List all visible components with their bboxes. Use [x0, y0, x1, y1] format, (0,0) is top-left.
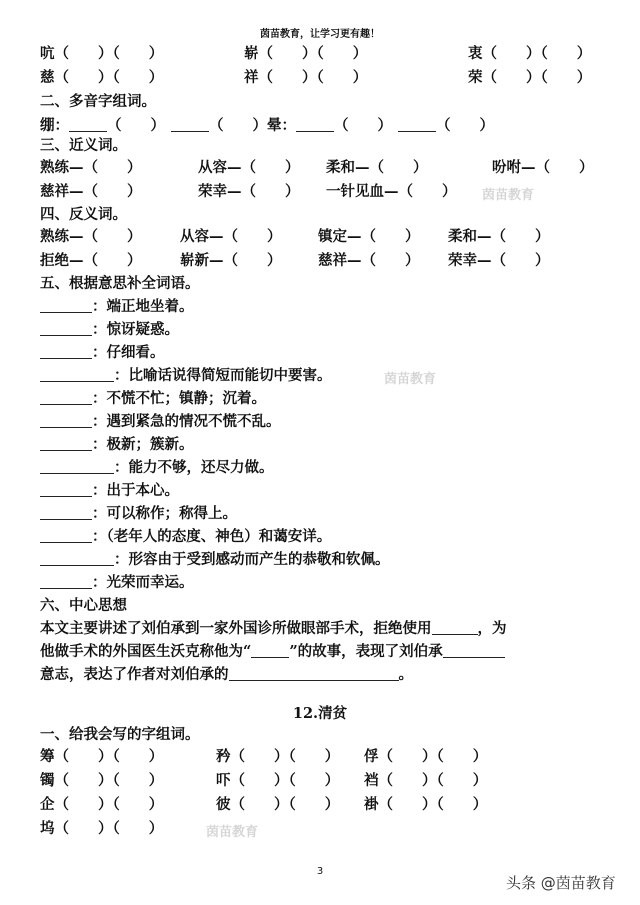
definition-item — [40, 321, 179, 339]
definition-item — [40, 390, 266, 408]
char-group: 荣（ ）（ ） — [468, 69, 592, 86]
summary-text: 。 — [398, 666, 413, 683]
summary-text: 本文主要讲述了刘伯承到一家外国诊所做眼部手术，拒绝使用 — [40, 620, 432, 637]
paren: （ ） — [209, 117, 267, 134]
antonym-item: 崭新—（ ） — [180, 252, 282, 269]
summary-line — [40, 666, 413, 684]
definition-text: ：能力不够，还尽力做。 — [114, 459, 274, 476]
answer-blank — [40, 413, 92, 428]
answer-blank — [40, 505, 92, 520]
section-title: 一、给我会写的字组词。 — [40, 726, 200, 743]
watermark: 茵苗教育 — [482, 188, 535, 203]
answer-blank — [40, 436, 92, 451]
char-group: 矜（ ）（ ） — [216, 748, 340, 765]
watermark: 茵苗教育 — [384, 372, 437, 387]
answer-blank — [40, 390, 92, 405]
page-header: 茵苗教育，让学习更有趣！ — [260, 29, 380, 40]
polyphone-char: 绷： — [40, 117, 69, 134]
synonym-item: 熟练—（ ） — [40, 159, 142, 176]
answer-blank — [40, 482, 92, 497]
char-group: 彼（ ）（ ） — [216, 796, 340, 813]
summary-text: 他做手术的外国医生沃克称他为“ — [40, 643, 252, 660]
synonym-item: 柔和—（ ） — [326, 159, 428, 176]
paren: （ ） — [334, 117, 392, 134]
antonym-item: 从容—（ ） — [180, 228, 282, 245]
summary-line — [40, 643, 505, 661]
definition-text: ：出于本心。 — [92, 482, 179, 499]
answer-blank — [40, 574, 92, 589]
definition-text: ：形容由于受到感动而产生的恭敬和钦佩。 — [114, 551, 390, 568]
definition-text: ：可以称作；称得上。 — [92, 505, 237, 522]
char-group: 吭（ ）（ ） — [40, 45, 164, 62]
answer-blank — [40, 321, 92, 336]
definition-text: ：惊讶疑惑。 — [92, 321, 179, 338]
antonym-item: 柔和—（ ） — [448, 228, 550, 245]
answer-blank — [229, 666, 399, 681]
definition-item — [40, 436, 194, 454]
antonym-item: 熟练—（ ） — [40, 228, 142, 245]
antonym-item: 拒绝—（ ） — [40, 252, 142, 269]
answer-blank — [40, 551, 114, 566]
definition-item — [40, 298, 194, 316]
section-title: 二、多音字组词。 — [40, 93, 156, 110]
char-group: 吓（ ）（ ） — [216, 772, 340, 789]
char-group: 衷（ ）（ ） — [468, 45, 592, 62]
lesson-title: 12.清贫 — [292, 705, 348, 722]
definition-text: ：端正地坐着。 — [92, 298, 194, 315]
answer-blank — [296, 117, 334, 132]
char-group: 褂（ ）（ ） — [364, 796, 488, 813]
answer-blank — [443, 643, 505, 658]
char-group: 镯（ ）（ ） — [40, 772, 164, 789]
answer-blank — [40, 528, 92, 543]
char-group: 祥（ ）（ ） — [244, 69, 368, 86]
char-group: 企（ ）（ ） — [40, 796, 164, 813]
definition-item — [40, 459, 274, 477]
synonym-item: 一针见血—（ ） — [326, 183, 457, 200]
synonym-item: 从容—（ ） — [198, 159, 300, 176]
char-group: 裆（ ）（ ） — [364, 772, 488, 789]
char-group: 俘（ ）（ ） — [364, 748, 488, 765]
definition-item — [40, 551, 390, 569]
answer-blank — [432, 620, 478, 635]
definition-item — [40, 505, 237, 523]
definition-item — [40, 482, 179, 500]
definition-item — [40, 344, 165, 362]
section-title: 四、反义词。 — [40, 206, 127, 223]
answer-blank — [69, 117, 107, 132]
antonym-item: 镇定—（ ） — [318, 228, 420, 245]
synonym-item: 吩咐—（ ） — [492, 159, 594, 176]
paren: （ ） — [436, 117, 494, 134]
definition-text: ：比喻话说得简短而能切中要害。 — [114, 367, 332, 384]
section-title: 五、根据意思补全词语。 — [40, 275, 200, 292]
answer-blank — [40, 298, 92, 313]
watermark: 茵苗教育 — [206, 825, 259, 840]
summary-text: ”的故事，表现了刘伯承 — [289, 643, 443, 660]
definition-text: ：仔细看。 — [92, 344, 165, 361]
antonym-item: 荣幸—（ ） — [448, 252, 550, 269]
definition-item — [40, 528, 331, 546]
answer-blank — [251, 643, 289, 658]
antonym-item: 慈祥—（ ） — [318, 252, 420, 269]
answer-blank — [40, 459, 114, 474]
char-group: 慈（ ）（ ） — [40, 69, 164, 86]
definition-text: ：极新；簇新。 — [92, 436, 194, 453]
definition-text: ：遇到紧急的情况不慌不乱。 — [92, 413, 281, 430]
answer-blank — [171, 117, 209, 132]
definition-item — [40, 367, 332, 385]
summary-line — [40, 620, 507, 638]
paren: （ ） — [107, 117, 165, 134]
definition-text: ：（老年人的态度、神色）和蔼安详。 — [92, 528, 332, 545]
summary-text: 意志，表达了作者对刘伯承的 — [40, 666, 229, 683]
summary-text: ，为 — [477, 620, 507, 637]
char-group: 坞（ ）（ ） — [40, 820, 164, 837]
polyphone-row — [40, 117, 494, 135]
definition-item — [40, 574, 194, 592]
synonym-item: 慈祥—（ ） — [40, 183, 142, 200]
char-group: 崭（ ）（ ） — [244, 45, 368, 62]
definition-text: ：不慌不忙；镇静；沉着。 — [92, 390, 266, 407]
definition-text: ：光荣而幸运。 — [92, 574, 194, 591]
polyphone-char: 晕： — [267, 117, 296, 134]
answer-blank — [398, 117, 436, 132]
section-title: 三、近义词。 — [40, 137, 127, 154]
brand-watermark: 头条 @茵苗教育 — [506, 874, 616, 892]
answer-blank — [40, 344, 92, 359]
answer-blank — [40, 367, 114, 382]
char-group: 筹（ ）（ ） — [40, 748, 164, 765]
definition-item — [40, 413, 281, 431]
section-title: 六、中心思想 — [40, 597, 127, 614]
synonym-item: 荣幸—（ ） — [198, 183, 300, 200]
page-number: 3 — [316, 866, 324, 877]
